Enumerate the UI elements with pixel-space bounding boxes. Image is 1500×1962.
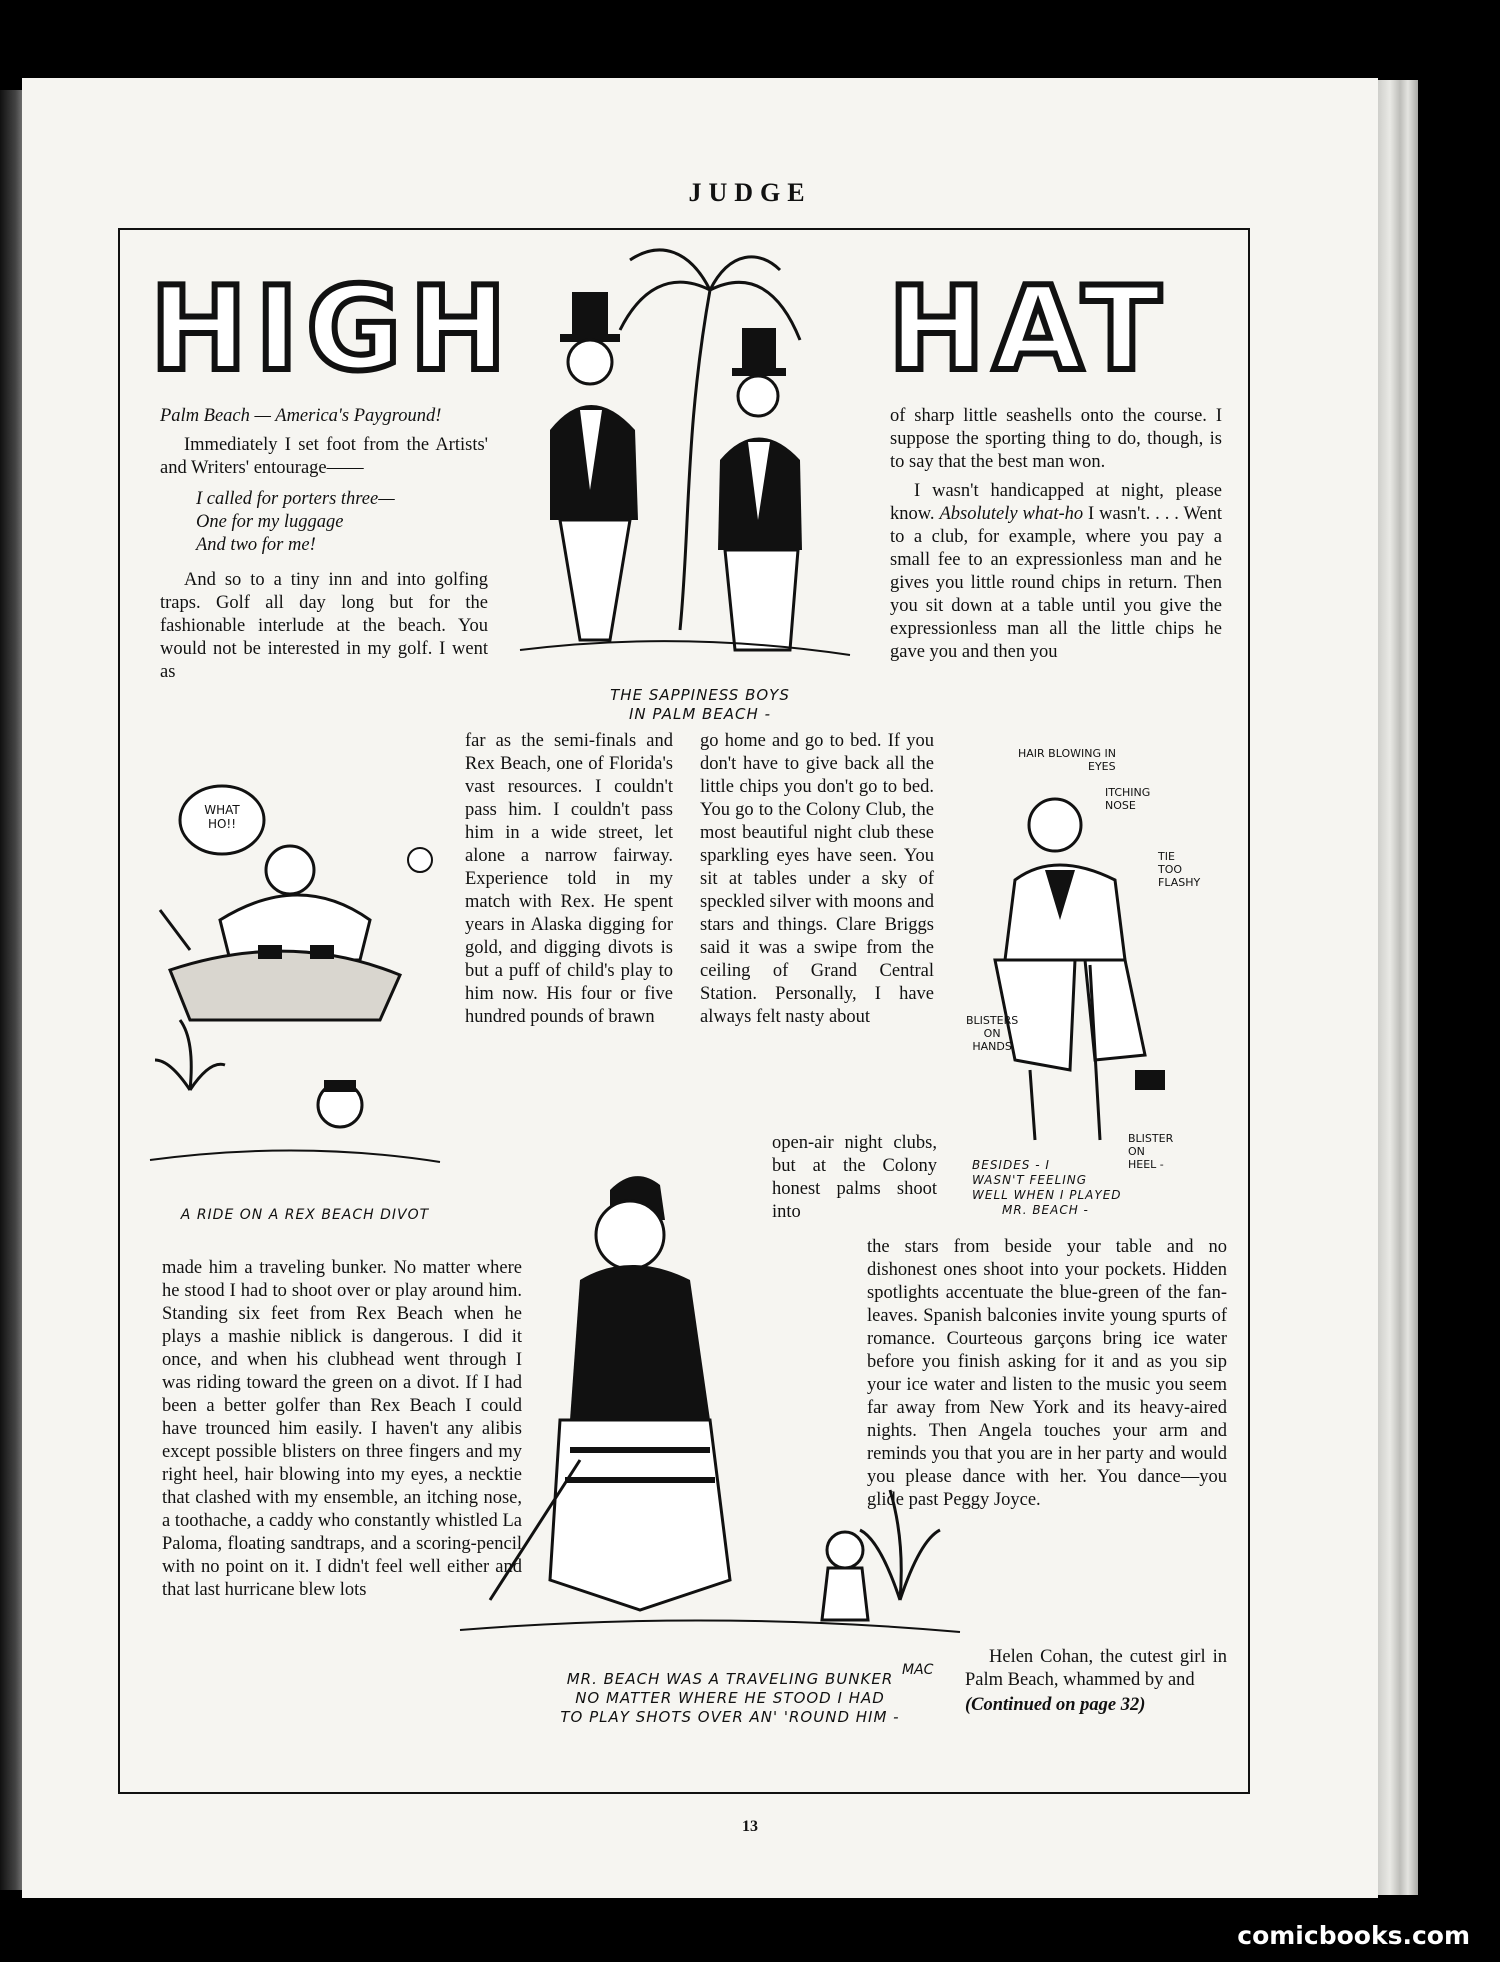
- what-ho-bubble-text: [200, 803, 244, 831]
- note-line: ON: [983, 1027, 1001, 1040]
- caption-line: BESIDES - I: [972, 1158, 1050, 1172]
- caption-line: NO MATTER WHERE HE STOOD I HAD: [575, 1689, 885, 1707]
- note-line: TOO: [1158, 863, 1183, 876]
- golf-ball: [408, 848, 432, 872]
- caption-besides: [972, 1158, 1172, 1218]
- headline-left: HIGH: [150, 262, 515, 397]
- page-edges: [1378, 80, 1418, 1895]
- note-line: HEEL -: [1128, 1158, 1164, 1171]
- top-hat-left: [572, 292, 608, 337]
- watermark: comicbooks.com: [1237, 1921, 1470, 1950]
- note-line: BLISTERS: [966, 1014, 1019, 1027]
- verse-line: One for my luggage: [196, 512, 344, 532]
- note-line: TIE: [1158, 850, 1175, 863]
- column-1-intro: Palm Beach — America's Payground!: [160, 406, 442, 426]
- artist-signature: MAC: [902, 1662, 934, 1678]
- page-number: 13: [742, 1818, 758, 1835]
- caption-traveling-bunker: [490, 1670, 970, 1727]
- note-line: HANDS: [972, 1040, 1012, 1053]
- caption-line: MR. BEACH WAS A TRAVELING BUNKER: [566, 1670, 894, 1688]
- caption-line: WELL WHEN I PLAYED: [972, 1188, 1122, 1202]
- divot-ride-illustration: [150, 760, 440, 1180]
- verse-line: And two for me!: [196, 535, 316, 555]
- caption-line: MR. BEACH -: [1002, 1203, 1089, 1217]
- column-1-paragraph-2: Immediately I set foot from the Artists' and Writers' entourage——: [160, 435, 488, 478]
- text-run: I wasn't. . . . Went to a club, for example, where you pay a small fee to an expressionless man and he gives you little round chips in return. Then you sit down at a table until you give the expressionless man all the little chips he gave you and then you: [890, 504, 1223, 662]
- column-1-paragraph-3: And so to a tiny inn and into golfing traps. Golf all day long but for the fashionable interlude at the beach. You would not be interested in my golf. I went as: [160, 570, 488, 682]
- column-1: [160, 405, 488, 690]
- sappiness-boys-illustration: [520, 230, 850, 670]
- blisters-golfer-illustration: [975, 770, 1195, 1150]
- column-4-paragraph-2: [890, 480, 1222, 664]
- verse: [196, 488, 488, 557]
- note-tie-flashy: [1158, 850, 1200, 889]
- text-run: I wasn't handicapped at night, please know.: [890, 481, 1222, 524]
- note-itching-nose: [1105, 786, 1150, 812]
- caption-line: TO PLAY SHOTS OVER AN' 'ROUND HIM -: [560, 1708, 900, 1726]
- note-line: ITCHING: [1105, 786, 1151, 799]
- caption-line: THE SAPPINESS BOYS: [610, 686, 790, 704]
- note-line: NOSE: [1105, 799, 1136, 812]
- column-bottom-right: [867, 1236, 1227, 1518]
- note-line: WHAT: [204, 803, 240, 817]
- column-bottom-left-text: made him a traveling bunker. No matter where he stood I had to shoot over or play around him. Standing six feet from Rex Beach when he plays a mashie niblick is dangerous. I did it once, and when his clubhead went through I was riding toward the green on a divot. If I had been a better golfer than Rex Beach I could have trounced him easily. I haven't any alibis except possible blisters on three fingers and my right heel, hair blowing into my eyes, a necktie that clashed with my ensemble, an itching nose, a toothache, a caddy who constantly whistled La Paloma, floating sandtraps, and a scoring-pencil with no point on it. I didn't feel well either and that last hurricane blew lots: [162, 1258, 522, 1600]
- column-3: [700, 730, 934, 1035]
- divot: [170, 951, 400, 1020]
- top-hat-right: [742, 328, 776, 370]
- verse-line: I called for porters three—: [196, 489, 395, 509]
- column-2-text: far as the semi-finals and Rex Beach, one of Florida's vast resources. I couldn't pass him. I couldn't pass him in a wide street, let alone a narrow fairway. Experience told in my match with Rex. He spent years in Alaska digging for gold, and digging divots is but a puff of child's play to him now. His four or five hundred pounds of brawn: [465, 731, 673, 1027]
- column-3-continued-text: open-air night clubs, but at the Colony honest palms shoot into: [772, 1133, 937, 1222]
- note-line: ON: [1128, 1145, 1145, 1158]
- caption-divot: A RIDE ON A REX BEACH DIVOT: [180, 1207, 430, 1223]
- continued-note: (Continued on page 32): [965, 1695, 1146, 1715]
- column-3-text: go home and go to bed. If you don't have to give back all the little chips you don't go to bed. You go to the Colony Club, the most beautiful night club these sparkling eyes have seen. You sit at tables under a sky of speckled silver with moons and stars and things. Clare Briggs said it was a swipe from the ceiling of Grand Central Station. Personally, I have always felt nasty about: [700, 731, 934, 1027]
- column-4-paragraph-1: of sharp little seashells onto the course. I suppose the sporting thing to do, though, is to say that the best man won.: [890, 406, 1222, 472]
- headline-right: HAT: [888, 262, 1169, 397]
- column-2: [465, 730, 673, 1035]
- column-bottom-right-text: the stars from beside your table and no dishonest ones shoot into your pockets. Hidden spotlights accentuate the blue-green of the fan-leaves. Spanish balconies invite young spurts of romance. Courteous garçons bring ice water before you finish asking for it and as you sip your ice water and listen to the music you seem far away from New York and its heavy-aired nights. Then Angela touches your arm and reminds you that you are in her party and would you please dance with her. You dance—you glide past Peggy Joyce.: [867, 1237, 1227, 1510]
- note-line: FLASHY: [1158, 876, 1201, 889]
- caption-sappiness-boys: [560, 686, 840, 724]
- magazine-title: JUDGE: [688, 178, 812, 207]
- note-line: HAIR BLOWING IN: [1018, 747, 1116, 760]
- caption-line: WASN'T FEELING: [972, 1173, 1088, 1187]
- note-line: BLISTER: [1128, 1132, 1174, 1145]
- note-line: EYES: [1088, 760, 1116, 773]
- column-4: [890, 405, 1222, 670]
- column-bottom-right-paragraph-2: Helen Cohan, the cutest girl in Palm Beach, whammed by and: [965, 1647, 1227, 1690]
- caption-line: IN PALM BEACH -: [628, 705, 771, 723]
- note-line: HO!!: [207, 817, 237, 831]
- note-hair-blowing: [1018, 747, 1116, 773]
- note-blisters-hands: [966, 1014, 1018, 1053]
- column-bottom-right-end: [965, 1646, 1227, 1723]
- text-run-italic: Absolutely what-ho: [939, 504, 1084, 524]
